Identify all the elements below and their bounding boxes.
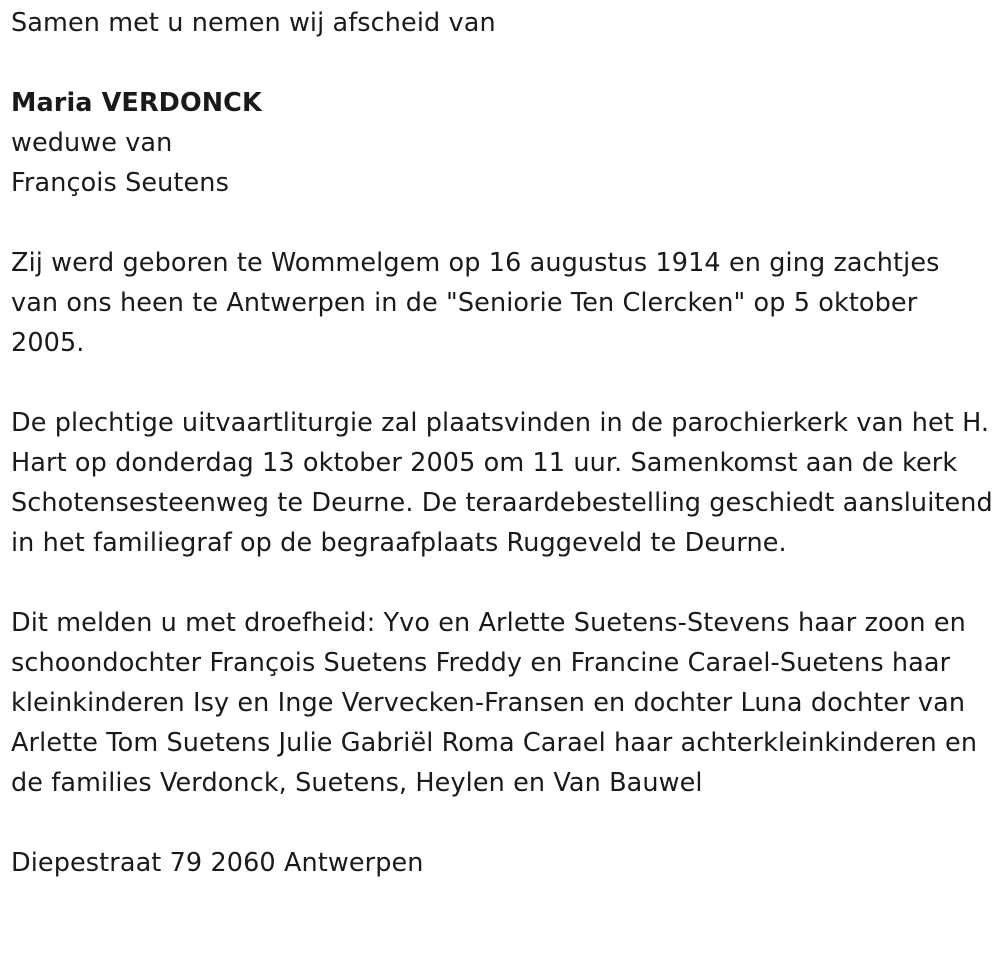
funeral-paragraph: De plechtige uitvaartliturgie zal plaatsvinden in de parochierkerk van het H. Hart op donderdag 13 oktober 2005 om 11 uur. Samenkomst aan de kerk Schotensesteenweg te Deurne. De teraardebestelling geschiedt aansluitend in het familiegraf op de begraafplaats Ruggeveld te Deurne. (11, 408, 993, 558)
spacer (11, 43, 993, 83)
family-paragraph: Dit melden u met droefheid: Yvo en Arlette Suetens-Stevens haar zoon en schoondochter François Suetens Freddy en Francine Carael-Suetens haar kleinkinderen Isy en Inge Vervecken-Fransen en dochter Luna dochter van Arlette Tom Suetens Julie Gabriël Roma Carael haar achterkleinkinderen en de families Verdonck, Suetens, Heylen en Van Bauwel (11, 608, 978, 798)
spacer (11, 203, 993, 243)
death-notice (11, 3, 993, 883)
spouse-name: François Seutens (11, 168, 229, 198)
relation-text: weduwe van (11, 128, 173, 158)
spacer (11, 563, 993, 603)
address-text: Diepestraat 79 2060 Antwerpen (11, 848, 424, 878)
deceased-name: Maria VERDONCK (11, 88, 262, 118)
spacer (11, 363, 993, 403)
intro-text: Samen met u nemen wij afscheid van (11, 8, 496, 38)
birth-death-paragraph: Zij werd geboren te Wommelgem op 16 augustus 1914 en ging zachtjes van ons heen te Antwerpen in de "Seniorie Ten Clercken" op 5 oktober 2005. (11, 248, 940, 358)
spacer (11, 803, 993, 843)
